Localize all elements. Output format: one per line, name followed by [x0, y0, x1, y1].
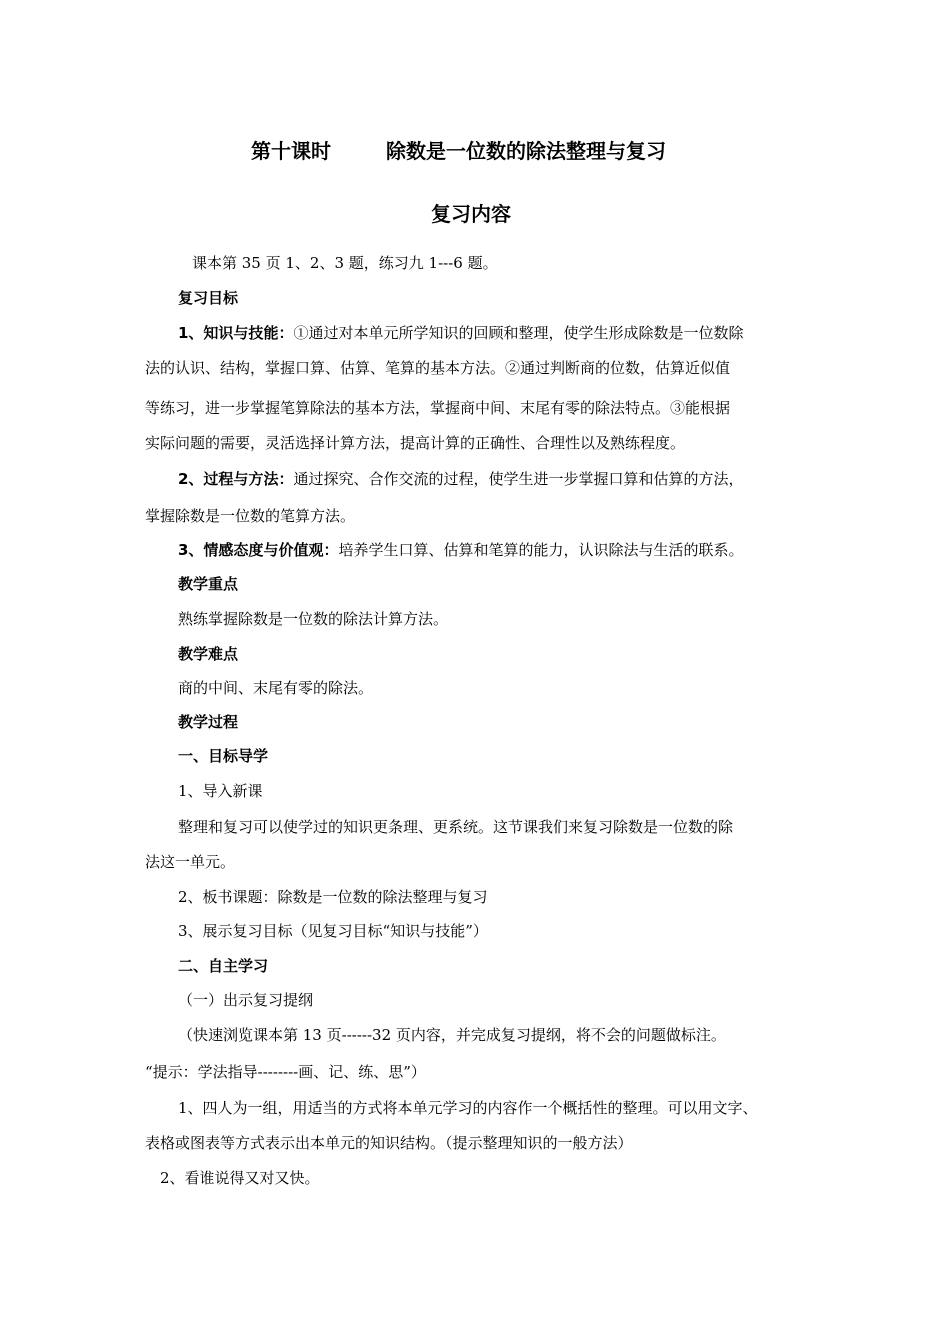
goal1-line3: 等练习，进一步掌握笔算除法的基本方法，掌握商中间、末尾有零的除法特点。③能根据 [145, 399, 731, 417]
title-lesson: 第十课时 [251, 139, 331, 163]
goal3-label: 3、情感态度与价值观： [178, 541, 339, 559]
s1-para-line2: 法这一单元。 [145, 853, 236, 871]
s2-item2: 2、看谁说得又对又快。 [160, 1169, 320, 1187]
heading-review-content: 复习内容 [431, 202, 511, 226]
goal3-line [178, 540, 743, 560]
section2-heading: 二、自主学习 [178, 957, 269, 975]
s1-item2: 2、板书课题：除数是一位数的除法整理与复习 [178, 888, 488, 906]
difficulty-text: 商的中间、末尾有零的除法。 [178, 679, 374, 697]
key-point-heading: 教学重点 [178, 575, 239, 593]
goal2-line2: 掌握除数是一位数的笔算方法。 [145, 507, 356, 525]
key-point-text: 熟练掌握除数是一位数的除法计算方法。 [178, 610, 449, 628]
s2-para-line2: “提示：学法指导--------画、记、练、思”） [145, 1063, 426, 1081]
s2-item1-line1: 1、四人为一组，用适当的方式将本单元学习的内容作一个概括性的整理。可以用文字、 [178, 1099, 758, 1117]
goal1-line1 [178, 323, 743, 343]
goal2-text-1: 通过探究、合作交流的过程，使学生进一步掌握口算和估算的方法， [293, 470, 744, 488]
goal1-label: 1、知识与技能： [178, 324, 294, 342]
goal1-text-1: ①通过对本单元所学知识的回顾和整理，使学生形成除数是一位数除 [293, 324, 744, 342]
s2-item1-line2: 表格或图表等方式表示出本单元的知识结构。（提示整理知识的一般方法） [145, 1134, 633, 1152]
difficulty-heading: 教学难点 [178, 645, 239, 663]
review-content-text: 课本第 35 页 1、2、3 题，练习九 1---6 题。 [192, 254, 498, 272]
goal2-label: 2、过程与方法： [178, 470, 294, 488]
process-heading: 教学过程 [178, 713, 239, 731]
review-goals-heading: 复习目标 [178, 289, 239, 307]
s1-item3: 3、展示复习目标（见复习目标“知识与技能”） [178, 922, 488, 940]
goal1-line4: 实际问题的需要，灵活选择计算方法，提高计算的正确性、合理性以及熟练程度。 [145, 434, 686, 452]
s2-para-line1: （快速浏览课本第 13 页------32 页内容，并完成复习提纲，将不会的问题做标注。 [178, 1026, 726, 1044]
goal1-line2: 法的认识、结构，掌握口算、估算、笔算的基本方法。②通过判断商的位数，估算近似值 [145, 359, 731, 377]
s1-item1: 1、导入新课 [178, 782, 263, 800]
s2-sub1: （一）出示复习提纲 [178, 991, 314, 1009]
section1-heading: 一、目标导学 [178, 747, 269, 765]
goal2-line1 [178, 469, 743, 489]
title-topic: 除数是一位数的除法整理与复习 [386, 139, 666, 163]
goal3-text: 培养学生口算、估算和笔算的能力，认识除法与生活的联系。 [338, 541, 744, 559]
s1-para-line1: 整理和复习可以使学过的知识更条理、更系统。这节课我们来复习除数是一位数的除 [178, 818, 734, 836]
